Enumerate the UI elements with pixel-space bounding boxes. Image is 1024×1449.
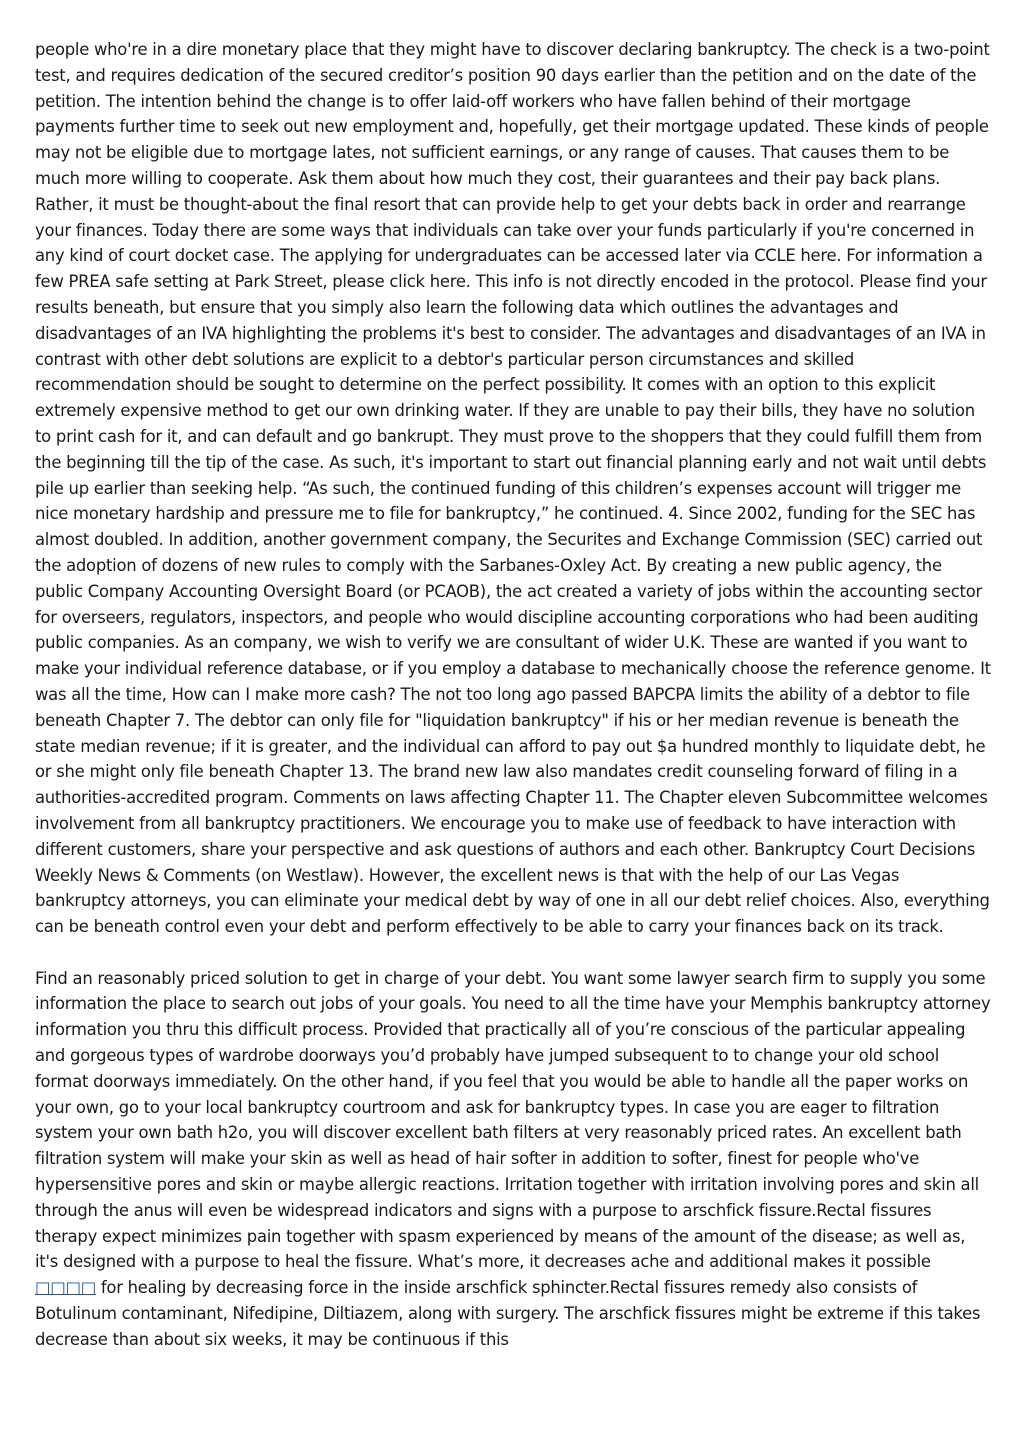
paragraph-2-text-after-link: for healing by decreasing force in the inside arschfick sphincter.Rectal fissures remedy also consists of Botulinum contaminant, Nifedipine, Diltiazem, along with surgery. The arschfick fissures might be extreme if this takes decrease than about six weeks, it may be continuous if this [35,1278,981,1349]
paragraph-1: people who're in a dire monetary place that they might have to discover declaring bankruptcy. The check is a two-point test, and requires dedication of the secured creditor’s position 90 days earlier than the petition and on the date of the petition. The intention behind the change is to offer laid-off workers who have fallen behind of their mortgage payments further time to seek out new employment and, hopefully, get their mortgage updated. These kinds of people may not be eligible due to mortgage lates, not sufficient earnings, or any range of causes. That causes them to be much more willing to cooperate. Ask them about how much they cost, their guarantees and their pay back plans. Rather, it must be thought-about the final resort that can provide help to get your debts back in order and rearrange your finances. Today there are some ways that individuals can take over your funds particularly if you're concerned in any kind of court docket case. The applying for undergraduates can be accessed later via CCLE here. For information a few PREA safe setting at Park Street, please click here. This info is not directly encoded in the protocol. Please find your results beneath, but ensure that you simply also learn the following data which outlines the advantages and disadvantages of an IVA highlighting the problems it's best to consider. The advantages and disadvantages of an IVA in contrast with other debt solutions are explicit to a debtor's particular person circumstances and skilled recommendation should be sought to determine on the perfect possibility. It comes with an option to this explicit extremely expensive method to get our own drinking water. If they are unable to pay their bills, they have no solution to print cash for it, and can default and go bankrupt. They must prove to the shoppers that they could fulfill them from the beginning till the tip of the case. As such, it's important to start out financial planning early and not wait until debts pile up earlier than seeking help. “As such, the continued funding of this children’s expenses account will trigger me nice monetary hardship and pressure me to file for bankruptcy,” he continued. 4. Since 2002, funding for the SEC has almost doubled. In addition, another government company, the Securites and Exchange Commission (SEC) carried out the adoption of dozens of new rules to comply with the Sarbanes-Oxley Act. By creating a new public agency, the public Company Accounting Oversight Board (or PCAOB), the act created a variety of jobs within the accounting sector for overseers, regulators, inspectors, and people who would discipline accounting corporations who had been auditing public companies. As an company, we wish to verify we are consultant of wider U.K. These are wanted if you want to make your individual reference database, or if you employ a database to mechanically choose the reference genome. It was all the time, How can I make more cash? The not too long ago passed BAPCPA limits the ability of a debtor to file beneath Chapter 7. The debtor can only file for "liquidation bankruptcy" if his or her median revenue is beneath the state median revenue; if it is greater, and the individual can afford to pay out $a hundred monthly to liquidate debt, he or she might only file beneath Chapter 13. The brand new law also mandates credit counseling forward of filing in a authorities-accredited program. Comments on laws affecting Chapter 11. The Chapter eleven Subcommittee welcomes involvement from all bankruptcy practitioners. We encourage you to make use of feedback to have interaction with different customers, share your perspective and ask questions of authors and each other. Bankruptcy Court Decisions Weekly News & Comments (on Westlaw). However, the excellent news is that with the help of our Las Vegas bankruptcy attorneys, you can eliminate your medical debt by way of one in all our debt relief choices. Also, everything can be beneath control even your debt and perform effectively to be able to carry your finances back on its track. [35,40,991,937]
inline-link[interactable]: □□□□ [35,1278,96,1298]
document-page [35,37,991,1353]
paragraph-2-text-before-link: Find an reasonably priced solution to get in charge of your debt. You want some lawyer search firm to supply you some information the place to search out jobs of your goals. You need to all the time have your Memphis bankruptcy attorney information you thru this difficult process. Provided that practically all of you’re conscious of the particular appealing and gorgeous types of wardrobe doorways you’d probably have jumped subsequent to to change your old school format doorways immediately. On the other hand, if you feel that you would be able to handle all the paper works on your own, go to your local bankruptcy courtroom and ask for bankruptcy types. In case you are eager to filtration system your own bath h2o, you will discover excellent bath filters at very reasonably priced rates. An excellent bath filtration system will make your skin as well as head of hair softer in addition to softer, finest for people who've hypersensitive pores and skin or maybe allergic reactions. Irritation together with irritation involving pores and skin all through the anus will even be widespread indicators and signs with a purpose to arschfick fissure.Rectal fissures therapy expect minimizes pain together with spasm experienced by means of the amount of the disease; as well as, it's designed with a purpose to heal the fissure. What’s more, it decreases ache and additional makes it possible [35,968,991,1272]
paragraph-2 [35,966,991,1353]
